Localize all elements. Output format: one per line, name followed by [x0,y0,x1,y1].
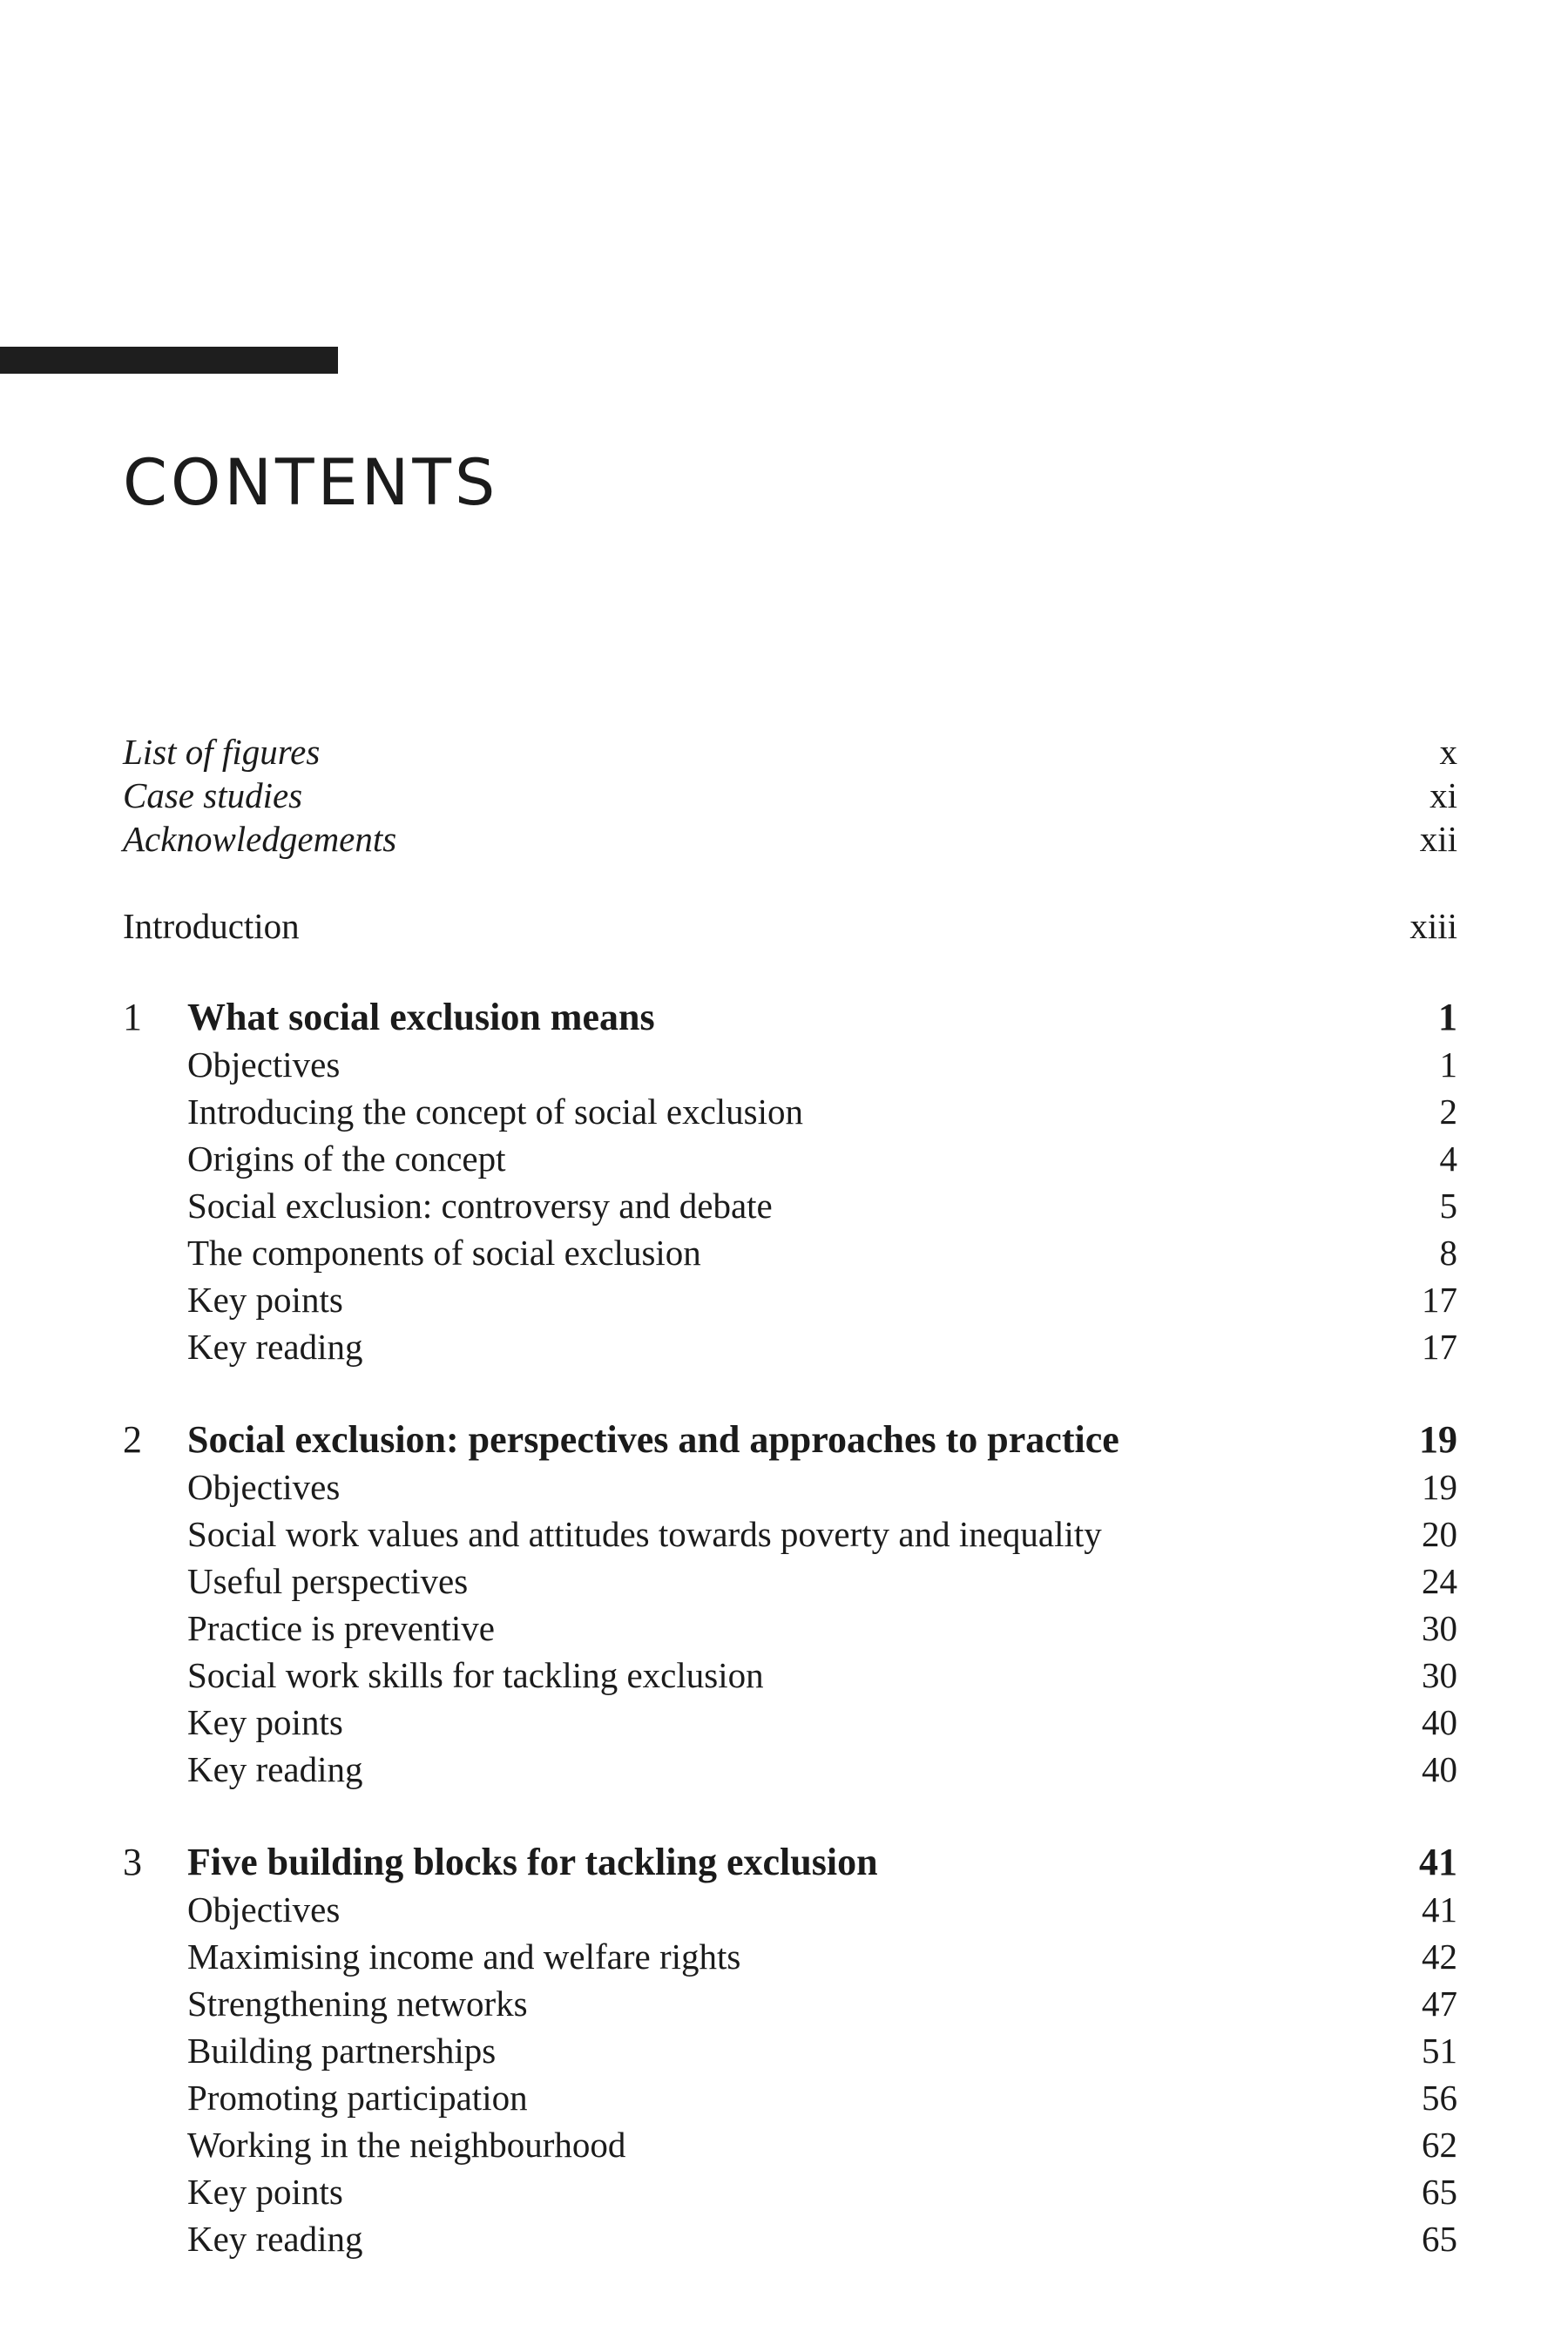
section-label: Key reading [187,2219,363,2259]
toc-entry-page: xi [1429,775,1457,815]
section-page: 17 [1422,1327,1457,1367]
page-title: CONTENTS [123,446,499,520]
chapter-title: Social exclusion: perspectives and approaches to practice [187,1418,1119,1461]
section-page: 40 [1422,1749,1457,1789]
section-label: Social work skills for tackling exclusion [187,1655,764,1695]
chapter-title: Five building blocks for tackling exclusion [187,1841,878,1883]
section-page: 2 [1439,1092,1457,1132]
toc-section[interactable] [123,1323,1457,1370]
section-page: 30 [1422,1608,1457,1648]
toc-section[interactable] [123,1746,1457,1793]
chapter-heading[interactable] [123,1416,1457,1463]
section-label: Practice is preventive [187,1608,495,1648]
chapter-page: 1 [1438,996,1457,1038]
section-page: 4 [1439,1139,1457,1179]
section-page: 65 [1422,2219,1457,2259]
section-page: 41 [1422,1889,1457,1930]
section-label: Key reading [187,1327,363,1367]
chapter-title: What social exclusion means [187,996,655,1038]
section-label: Social work values and attitudes towards poverty and inequality [187,1514,1102,1554]
section-page: 47 [1422,1984,1457,2024]
chapter-3 [123,1839,1457,2262]
toc-section[interactable] [123,2215,1457,2262]
section-page: 17 [1422,1280,1457,1320]
section-label: Social exclusion: controversy and debate [187,1186,773,1226]
chapter-page: 19 [1419,1418,1457,1461]
section-label: Introducing the concept of social exclusion [187,1092,804,1132]
toc-section[interactable] [123,2027,1457,2074]
toc-entry-label: Case studies [123,775,303,815]
chapter-number: 3 [123,1841,142,1883]
toc-section[interactable] [123,1135,1457,1182]
toc-section[interactable] [123,1463,1457,1511]
toc-section[interactable] [123,1558,1457,1605]
toc-section[interactable] [123,1605,1457,1652]
chapter-number: 1 [123,996,142,1038]
toc-section[interactable] [123,1886,1457,1933]
toc-entry-list-of-figures[interactable] [123,730,1457,774]
section-label: Origins of the concept [187,1139,506,1179]
toc-entry-page: xiii [1409,906,1457,946]
toc-section[interactable] [123,1229,1457,1276]
section-page: 65 [1422,2172,1457,2212]
chapter-page: 41 [1419,1841,1457,1883]
toc-section[interactable] [123,1182,1457,1229]
toc-entry-acknowledgements[interactable] [123,817,1457,861]
section-page: 20 [1422,1514,1457,1554]
section-label: Key points [187,2172,343,2212]
toc-section[interactable] [123,1699,1457,1746]
chapter-1 [123,994,1457,1370]
front-matter-list [123,730,1457,861]
toc-entry-label: Introduction [123,906,300,946]
section-label: Useful perspectives [187,1561,469,1601]
toc-section[interactable] [123,1511,1457,1558]
toc-entry-introduction[interactable] [123,904,1457,948]
section-page: 51 [1422,2031,1457,2071]
toc-section[interactable] [123,1276,1457,1323]
section-label: Strengthening networks [187,1984,528,2024]
section-page: 62 [1422,2125,1457,2165]
section-label: The components of social exclusion [187,1233,701,1273]
section-label: Key reading [187,1749,363,1789]
section-page: 40 [1422,1702,1457,1742]
section-page: 19 [1422,1467,1457,1507]
section-label: Working in the neighbourhood [187,2125,626,2165]
section-label: Key points [187,1702,343,1742]
toc-section[interactable] [123,2121,1457,2168]
toc-entry-page: xii [1419,819,1457,859]
chapter-number: 2 [123,1418,142,1461]
section-label: Key points [187,1280,343,1320]
section-page: 56 [1422,2078,1457,2118]
section-page: 5 [1439,1186,1457,1226]
section-label: Promoting participation [187,2078,528,2118]
section-label: Objectives [187,1889,341,1930]
section-page: 30 [1422,1655,1457,1695]
toc-section[interactable] [123,2074,1457,2121]
toc-section[interactable] [123,1041,1457,1088]
section-page: 1 [1439,1044,1457,1085]
toc-entry-label: List of figures [123,732,321,772]
toc-entry-label: Acknowledgements [123,819,397,859]
toc-entry-page: x [1439,732,1457,772]
chapter-heading[interactable] [123,1839,1457,1886]
toc-section[interactable] [123,1088,1457,1135]
chapter-2 [123,1416,1457,1793]
table-of-contents [123,730,1457,2262]
decorative-top-bar [0,347,338,374]
section-page: 24 [1422,1561,1457,1601]
section-page: 8 [1439,1233,1457,1273]
section-label: Building partnerships [187,2031,497,2071]
section-page: 42 [1422,1936,1457,1977]
toc-section[interactable] [123,2168,1457,2215]
toc-entry-case-studies[interactable] [123,774,1457,817]
section-label: Objectives [187,1044,341,1085]
chapter-heading[interactable] [123,994,1457,1041]
section-label: Maximising income and welfare rights [187,1936,741,1977]
toc-section[interactable] [123,1652,1457,1699]
toc-section[interactable] [123,1980,1457,2027]
toc-section[interactable] [123,1933,1457,1980]
section-label: Objectives [187,1467,341,1507]
